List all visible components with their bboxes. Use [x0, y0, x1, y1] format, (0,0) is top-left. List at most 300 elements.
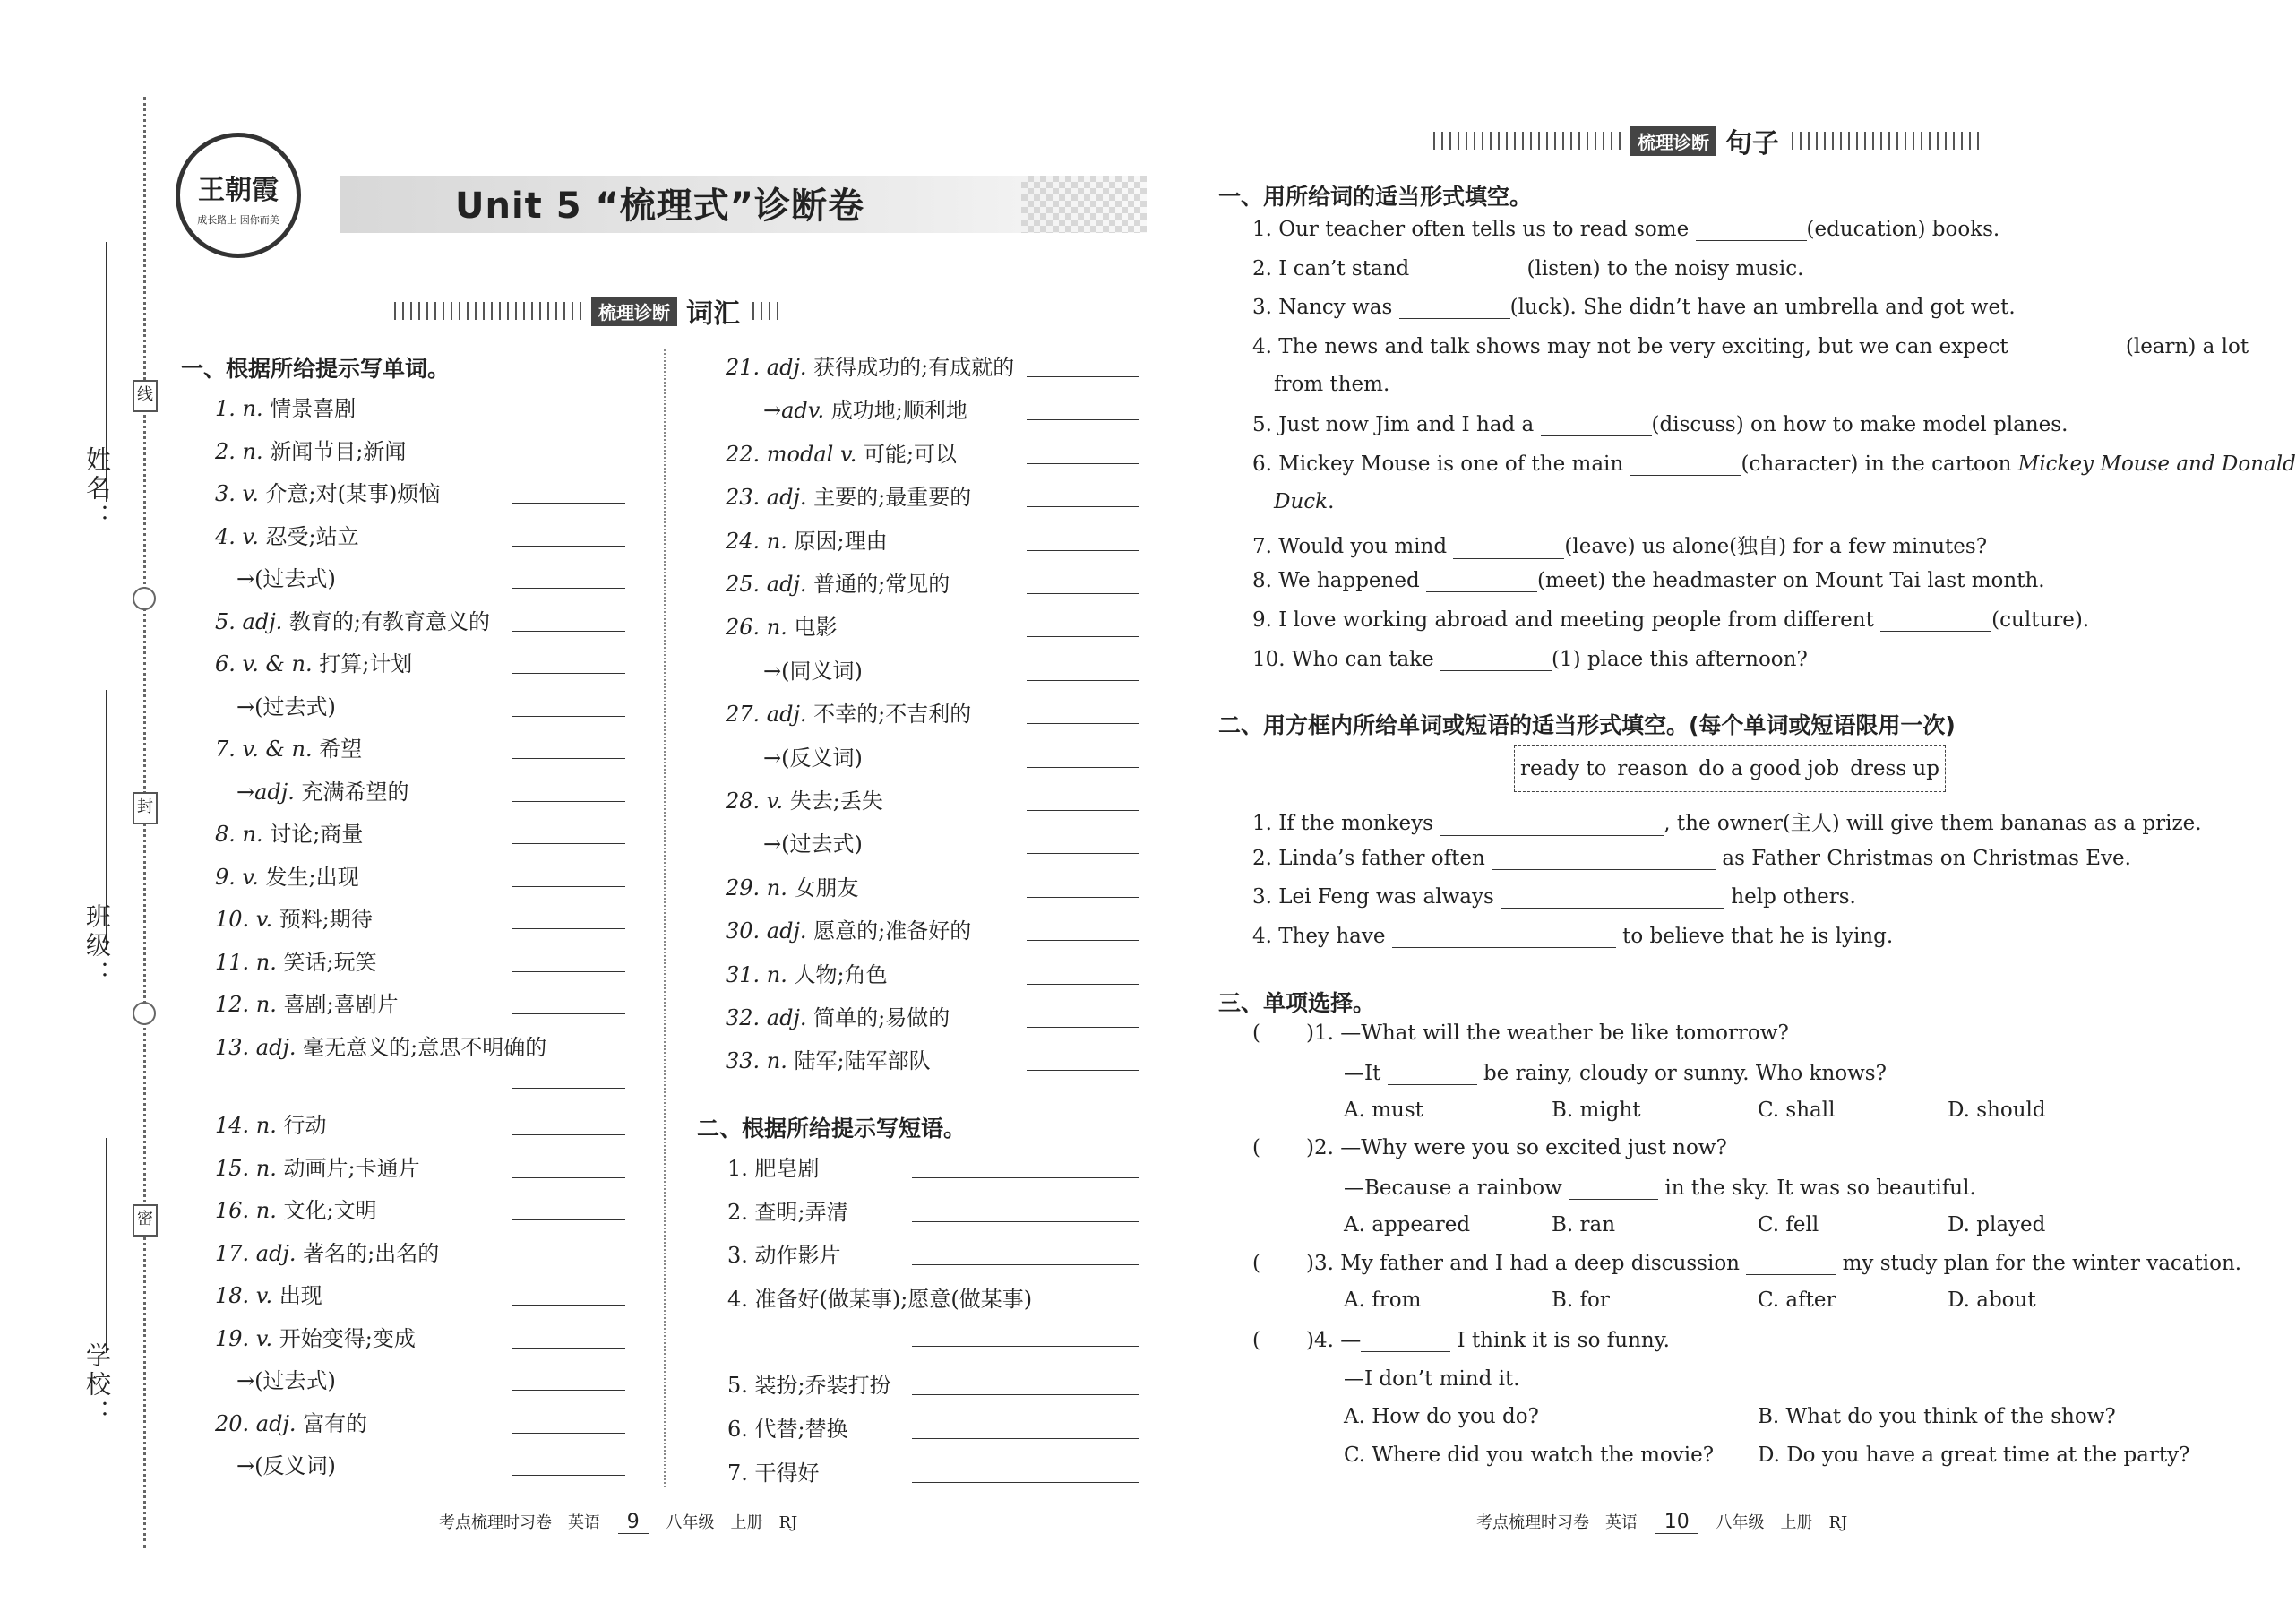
sentence-part1-heading: 一、用所给词的适当形式填空。	[1218, 184, 1533, 210]
mc-blank[interactable]	[1746, 1251, 1836, 1275]
mc-line2	[1344, 1061, 1887, 1085]
vocab-item	[726, 609, 838, 641]
vocab-item	[236, 561, 336, 592]
fill-blank[interactable]	[1501, 884, 1724, 909]
fill-text: to believe that he is lying.	[1615, 924, 1894, 948]
vocab-item	[215, 859, 359, 891]
vocab-answer-line[interactable]	[512, 1305, 625, 1306]
fill-sentence	[1252, 608, 2089, 632]
logo-text: 王朝霞	[198, 175, 279, 206]
fill-text: 4. The news and talk shows may not be very exciting, but we can expect	[1252, 334, 2015, 358]
vocab-answer-line[interactable]	[1027, 636, 1139, 637]
vocab-answer-line[interactable]	[512, 1088, 625, 1089]
vocab-section-title: 词汇	[686, 298, 740, 330]
school-label: 学校：	[82, 1342, 112, 1428]
vocab-item-text: 充满希望的	[294, 779, 409, 805]
vocab-item-text: 不幸的;不吉利的	[806, 702, 972, 728]
vocab-item-text: →(反义词)	[236, 1453, 336, 1478]
fill-sentence	[1252, 256, 1803, 280]
vocab-item	[726, 870, 859, 901]
mc-option[interactable]: B. What do you think of the show?	[1758, 1404, 2116, 1428]
vocab-item	[726, 957, 888, 988]
fill-blank[interactable]	[1440, 812, 1664, 836]
fill-blank[interactable]	[2015, 334, 2126, 358]
vocab-item-text: 发生;出现	[258, 864, 359, 890]
vocab-item-text: 富有的	[296, 1410, 368, 1436]
fill-blank[interactable]	[1541, 412, 1652, 436]
fill-blank[interactable]	[1492, 846, 1716, 870]
fill-sentence	[1274, 373, 1389, 396]
fill-sentence	[1252, 568, 2045, 592]
mc-option[interactable]: C. shall	[1758, 1098, 1836, 1122]
vocab-item-pos: 23. adj.	[726, 485, 807, 511]
logo-subtext: 成长路上 因你而美	[197, 214, 279, 226]
vocab-item-text: 女朋友	[787, 875, 859, 901]
vocab-answer-line[interactable]	[512, 631, 625, 632]
vocab-item-pos: 29. n.	[726, 875, 787, 901]
mc-option[interactable]: C. Where did you watch the movie?	[1344, 1444, 1715, 1468]
mc-stem: )4. —	[1306, 1329, 1362, 1352]
sentence-tag: 梳理诊断	[1630, 126, 1716, 156]
vocab-answer-line[interactable]	[1027, 897, 1139, 898]
fill-blank[interactable]	[1416, 256, 1527, 280]
vocab-item-pos: 27. adj.	[726, 702, 807, 728]
fill-text: (discuss) on how to make model planes.	[1651, 413, 2068, 436]
vocab-item	[236, 1363, 336, 1394]
vocab-answer-line[interactable]	[512, 758, 625, 759]
mc-answer-paren[interactable]: (	[1252, 1136, 1260, 1159]
vocab-item-pos: 31. n.	[726, 961, 787, 987]
mc-line2	[1344, 1367, 1520, 1391]
fill-text: (meet) the headmaster on Mount Tai last month.	[1536, 569, 2045, 593]
vocab-item	[726, 566, 950, 598]
vocab-item	[215, 391, 356, 422]
vocab-item	[726, 523, 888, 555]
vocab-item	[215, 901, 373, 933]
vocab-item-text: 原因;理由	[787, 528, 888, 554]
mc-stem: my study plan for the winter vacation.	[1836, 1252, 2242, 1275]
footer-left	[439, 1510, 797, 1534]
fill-text: as Father Christmas on Christmas Eve.	[1716, 846, 2131, 870]
vocab-item-pos: 32. adj.	[726, 1005, 807, 1030]
vocab-answer-line[interactable]	[1027, 463, 1139, 464]
fill-text: (learn) a lot	[2125, 334, 2249, 358]
vocab-item-text: 新闻节目;新闻	[262, 438, 407, 464]
vocab-item-pos: 11. n.	[215, 949, 277, 975]
word-box-item: do a good job	[1698, 757, 1840, 780]
vocab-item	[215, 816, 363, 848]
column-divider	[664, 349, 666, 1487]
vocab-part1-heading: 一、根据所给提示写单词。	[181, 356, 451, 382]
phrase-item: 4. 准备好(做某事);愿意(做某事)	[727, 1286, 1033, 1312]
vocab-item-text: 行动	[276, 1113, 327, 1138]
fill-text: 2. Linda’s father often	[1252, 846, 1492, 870]
vocab-item	[215, 1193, 377, 1224]
phrase-item: 1. 肥皂剧	[727, 1156, 820, 1181]
fill-text: 3. Lei Feng was always	[1252, 885, 1501, 909]
sentence-section-banner	[1433, 125, 1980, 159]
mc-stem: be rainy, cloudy or sunny. Who knows?	[1476, 1061, 1887, 1085]
mc-stem: —It	[1344, 1061, 1388, 1085]
vocab-answer-line[interactable]	[512, 971, 625, 972]
vocab-item	[215, 1151, 420, 1182]
vocab-item-text: →(反义词)	[763, 745, 863, 771]
vocab-answer-line[interactable]	[1027, 506, 1139, 507]
vocab-item-text: 电影	[787, 615, 838, 641]
mc-stem: in the sky. It was so beautiful.	[1658, 1176, 1976, 1200]
vocab-item	[215, 1236, 439, 1267]
vocab-answer-line[interactable]	[512, 1390, 625, 1391]
vocab-item-text: →(过去式)	[763, 832, 863, 858]
vocab-item-pos: 10. v.	[215, 907, 273, 932]
vocab-answer-line[interactable]	[1027, 550, 1139, 551]
fill-text: 1. Our teacher often tells us to read some	[1252, 218, 1696, 241]
vocab-item-pos: 8. n.	[215, 822, 263, 847]
phrase-item: 2. 查明;弄清	[727, 1199, 848, 1225]
vocab-item-pos: 19. v.	[215, 1325, 273, 1351]
banner-hatch	[1433, 132, 1621, 150]
vocab-item	[763, 392, 967, 424]
phrase-answer-line[interactable]	[912, 1264, 1139, 1265]
vocab-item-pos: 12. n.	[215, 992, 277, 1017]
vocab-answer-line[interactable]	[512, 1475, 625, 1476]
vocab-item-text: 笑话;玩笑	[276, 949, 377, 975]
mc-option[interactable]: B. for	[1552, 1288, 1610, 1312]
vocab-item-text: 喜剧;喜剧片	[276, 992, 399, 1017]
fill-text: 6. Mickey Mouse is one of the main	[1252, 452, 1630, 476]
vocab-item-pos: →adj.	[236, 779, 295, 805]
binding-knot-icon	[133, 1002, 156, 1025]
school-blank-line	[106, 1138, 107, 1353]
vocab-item-text: 预料;期待	[272, 907, 373, 932]
fill-blank[interactable]	[1399, 295, 1510, 319]
fill-text: 3. Nancy was	[1252, 296, 1399, 320]
vocab-item-text: 普通的;常见的	[806, 572, 950, 597]
vocab-item-text: 陆军;陆军部队	[787, 1048, 931, 1074]
vocab-item-pos: 30. adj.	[726, 918, 807, 944]
seal-seal-char: 封	[133, 792, 158, 824]
fill-text: 5. Just now Jim and I had a	[1252, 413, 1541, 436]
vocab-answer-line[interactable]	[512, 1433, 625, 1434]
vocab-item-pos: 14. n.	[215, 1113, 277, 1138]
word-box-item: reason	[1617, 757, 1689, 780]
phrase-item: 3. 动作影片	[727, 1243, 841, 1268]
fill-text: (listen) to the noisy music.	[1526, 256, 1804, 280]
mc-stem: —Because a rainbow	[1344, 1176, 1569, 1200]
class-label: 班级：	[82, 903, 112, 989]
page-number-right: 10	[1655, 1511, 1698, 1534]
fill-sentence	[1252, 452, 2296, 476]
vocab-item-text: 获得成功的;有成就的	[806, 355, 1015, 380]
title-checker-pattern	[1021, 176, 1147, 233]
vocab-section-banner	[394, 296, 779, 330]
vocab-item-text: 著名的;出名的	[296, 1240, 440, 1266]
phrase-answer-line[interactable]	[912, 1438, 1139, 1439]
mc-option[interactable]: B. might	[1552, 1098, 1641, 1122]
page-number-left: 9	[618, 1511, 649, 1534]
mc-option[interactable]: D. should	[1948, 1098, 2046, 1122]
fill-text: 4. They have	[1252, 924, 1392, 948]
vocab-answer-line[interactable]	[512, 843, 625, 844]
box-fill-sentence	[1252, 846, 2131, 870]
mc-line2	[1344, 1176, 1976, 1200]
name-label: 姓名：	[82, 446, 112, 532]
vocab-item	[215, 1107, 327, 1139]
phrase-answer-line[interactable]	[912, 1482, 1139, 1483]
vocab-item	[726, 1000, 950, 1031]
page-title: Unit 5 “梳理式”诊断卷	[455, 185, 865, 227]
fill-blank[interactable]	[1880, 608, 1991, 632]
fill-text: (luck). She didn’t have an umbrella and got wet.	[1509, 296, 2016, 320]
vocab-answer-line[interactable]	[512, 801, 625, 802]
vocab-item	[726, 349, 1014, 381]
mc-question	[1252, 1251, 2241, 1275]
binding-knot-icon	[133, 587, 156, 610]
mc-option[interactable]: D. Do you have a great time at the party?	[1758, 1444, 2190, 1468]
mc-option[interactable]: D. about	[1948, 1288, 2036, 1312]
fill-text: (leave) us alone(独自) for a few minutes?	[1564, 534, 1988, 558]
vocab-item-pos: 24. n.	[726, 528, 787, 554]
vocab-item-text: 简单的;易做的	[806, 1005, 950, 1030]
vocab-item-pos: →adv.	[763, 398, 825, 424]
phrase-answer-line[interactable]	[912, 1221, 1139, 1222]
vocab-item	[215, 1406, 367, 1437]
fill-sentence	[1252, 412, 2068, 436]
word-box	[1514, 745, 1946, 792]
vocab-answer-line[interactable]	[512, 1013, 625, 1014]
vocab-answer-line[interactable]	[512, 1219, 625, 1220]
vocab-answer-line[interactable]	[1027, 723, 1139, 724]
word-box-item: dress up	[1850, 757, 1939, 780]
vocab-answer-line[interactable]	[1027, 680, 1139, 681]
vocab-item-text: →(过去式)	[236, 566, 336, 591]
sentence-part3-heading: 三、单项选择。	[1218, 990, 1376, 1016]
vocab-item-text: →(过去式)	[236, 1368, 336, 1393]
mc-option[interactable]: A. How do you do?	[1344, 1404, 1539, 1428]
mc-option[interactable]: C. fell	[1758, 1212, 1819, 1237]
box-fill-sentence	[1252, 806, 2202, 836]
vocab-tag: 梳理诊断	[591, 297, 677, 326]
phrase-item: 7. 干得好	[727, 1461, 820, 1486]
mc-option[interactable]: A. from	[1344, 1288, 1422, 1312]
fill-sentence	[1252, 647, 1808, 671]
mc-option[interactable]: B. ran	[1552, 1212, 1616, 1237]
vocab-item	[763, 826, 863, 858]
mc-option[interactable]: D. played	[1948, 1212, 2046, 1237]
mc-option[interactable]: A. must	[1344, 1098, 1423, 1122]
vocab-item	[763, 653, 863, 685]
mc-option[interactable]: C. after	[1758, 1288, 1836, 1312]
fill-text: 8. We happened	[1252, 569, 1426, 593]
vocab-answer-line[interactable]	[1027, 984, 1139, 985]
mc-blank[interactable]	[1569, 1176, 1658, 1200]
vocab-item	[236, 774, 409, 806]
mc-blank[interactable]	[1361, 1328, 1450, 1352]
vocab-item-pos: 25. adj.	[726, 572, 807, 597]
fill-blank[interactable]	[1426, 568, 1537, 592]
mc-answer-paren[interactable]: (	[1252, 1021, 1260, 1045]
vocab-answer-line[interactable]	[1027, 767, 1139, 768]
vocab-item	[763, 740, 863, 771]
banner-hatch	[752, 302, 779, 320]
vocab-item-text: 人物;角色	[787, 961, 888, 987]
fill-text: 1. If the monkeys	[1252, 812, 1440, 835]
fill-text: (education) books.	[1806, 218, 2000, 241]
vocab-item	[726, 696, 971, 728]
vocab-item-pos: 7. v. & n.	[215, 737, 313, 762]
vocab-item-pos: 1. n.	[215, 396, 263, 421]
vocab-item	[236, 689, 336, 720]
vocab-answer-line[interactable]	[1027, 810, 1139, 811]
phrase-item: 5. 装扮;乔装打扮	[727, 1373, 891, 1398]
vocab-item	[236, 1448, 336, 1479]
fill-blank[interactable]	[1630, 452, 1741, 476]
vocab-answer-line[interactable]	[512, 928, 625, 929]
fill-text: (1) place this afternoon?	[1552, 647, 1808, 671]
vocab-answer-line[interactable]	[1027, 853, 1139, 854]
vocab-item	[215, 604, 490, 635]
vocab-item-text: →(同义词)	[763, 658, 863, 684]
brand-logo	[176, 133, 301, 258]
vocab-item-text: 成功地;顺利地	[824, 398, 967, 424]
fill-sentence	[1252, 334, 2249, 358]
seal-line-char: 线	[133, 380, 158, 412]
sentence-part2-heading: 二、用方框内所给单词或短语的适当形式填空。(每个单词或短语限用一次)	[1218, 712, 1956, 738]
vocab-item-text: 毫无意义的;意思不明确的	[296, 1034, 547, 1060]
fill-sentence	[1252, 217, 1999, 241]
vocab-item-pos: 33. n.	[726, 1048, 787, 1074]
fill-text: , the owner(主人) will give them bananas as a prize.	[1664, 812, 2202, 835]
vocab-item-pos: 13. adj.	[215, 1034, 297, 1060]
fill-blank[interactable]	[1696, 217, 1807, 241]
fill-blank[interactable]	[1440, 647, 1552, 671]
fill-italic-title: Mickey Mouse and Donald	[2017, 452, 2296, 476]
sentence-section-title: 句子	[1725, 128, 1779, 159]
phrase-answer-line[interactable]	[912, 1346, 1139, 1347]
vocab-item	[215, 1278, 322, 1309]
fill-sentence	[1274, 490, 1334, 513]
vocab-answer-line[interactable]	[512, 1348, 625, 1349]
mc-blank[interactable]	[1388, 1061, 1477, 1085]
mc-answer-paren[interactable]: (	[1252, 1329, 1260, 1352]
fill-italic-title: Duck	[1274, 490, 1329, 514]
vocab-item	[726, 1043, 931, 1074]
fill-blank[interactable]	[1392, 924, 1616, 948]
vocab-answer-line[interactable]	[512, 503, 625, 504]
fill-text: help others.	[1724, 885, 1856, 909]
fill-sentence	[1252, 295, 2016, 319]
vocab-item-pos: 20. adj.	[215, 1410, 297, 1436]
seal-secret-char: 密	[133, 1204, 158, 1237]
vocab-item	[215, 944, 377, 976]
vocab-answer-line[interactable]	[512, 546, 625, 547]
fill-text: 9. I love working abroad and meeting people from different	[1252, 608, 1881, 632]
vocab-answer-line[interactable]	[512, 1177, 625, 1178]
box-fill-sentence	[1252, 924, 1893, 948]
vocab-item-text: 忍受;站立	[258, 523, 359, 549]
vocab-item	[215, 434, 406, 465]
vocab-answer-line[interactable]	[512, 886, 625, 887]
vocab-item-pos: 21. adj.	[726, 355, 807, 380]
mc-stem: )2. —Why were you so excited just now?	[1306, 1136, 1727, 1159]
vocab-item-text: 开始变得;变成	[272, 1325, 416, 1351]
vocab-item	[726, 436, 957, 468]
vocab-item-pos: 15. n.	[215, 1155, 277, 1181]
vocab-answer-line[interactable]	[1027, 419, 1139, 420]
vocab-item-text: 打算;计划	[312, 651, 413, 677]
vocab-item-pos: 3. v.	[215, 481, 259, 506]
phrase-answer-line[interactable]	[912, 1177, 1139, 1178]
mc-stem: )1. —What will the weather be like tomorrow?	[1306, 1021, 1789, 1045]
vocab-item-pos: 16. n.	[215, 1198, 277, 1223]
vocab-item	[215, 476, 440, 507]
mc-option[interactable]: A. appeared	[1344, 1212, 1471, 1237]
mc-answer-paren[interactable]: (	[1252, 1252, 1260, 1275]
vocab-item-pos: 9. v.	[215, 864, 259, 890]
vocab-item-text: 文化;文明	[276, 1198, 377, 1223]
footer-right	[1476, 1510, 1847, 1534]
vocab-item-text: 出现	[272, 1283, 322, 1308]
fill-text: from them.	[1274, 373, 1390, 397]
vocab-answer-line[interactable]	[512, 716, 625, 717]
fill-sentence	[1252, 530, 1987, 559]
vocab-answer-line[interactable]	[512, 1134, 625, 1135]
vocab-answer-line[interactable]	[1027, 1070, 1139, 1071]
vocab-item-pos: 22. modal v.	[726, 441, 857, 467]
mc-stem: I think it is so funny.	[1450, 1329, 1670, 1352]
vocab-answer-line[interactable]	[1027, 940, 1139, 941]
vocab-answer-line[interactable]	[1027, 376, 1139, 377]
vocab-item-text: →(过去式)	[236, 694, 336, 720]
vocab-item	[215, 646, 412, 677]
fill-text: 7. Would you mind	[1252, 534, 1454, 558]
vocab-answer-line[interactable]	[1027, 1027, 1139, 1028]
vocab-item-pos: 2. n.	[215, 438, 263, 464]
banner-hatch	[1792, 132, 1980, 150]
fill-text: 2. I can’t stand	[1252, 256, 1416, 280]
box-fill-sentence	[1252, 884, 1856, 909]
vocab-answer-line[interactable]	[512, 673, 625, 674]
vocab-item-pos: 26. n.	[726, 615, 787, 641]
mc-question	[1252, 1136, 1727, 1159]
footer-right-post: 八年级 上册 RJ	[1716, 1513, 1848, 1532]
vocab-part2-heading: 二、根据所给提示写短语。	[697, 1116, 967, 1142]
mc-stem: —I don’t mind it.	[1344, 1366, 1520, 1391]
mc-question	[1252, 1021, 1789, 1045]
mc-question	[1252, 1328, 1670, 1352]
vocab-answer-line[interactable]	[1027, 593, 1139, 594]
vocab-item-text: 介意;对(某事)烦恼	[258, 481, 441, 506]
vocab-item	[215, 1030, 546, 1061]
footer-left-post: 八年级 上册 RJ	[666, 1513, 798, 1532]
vocab-item	[215, 731, 362, 763]
fill-blank[interactable]	[1453, 535, 1564, 559]
word-box-item: ready to	[1519, 757, 1607, 780]
vocab-item	[726, 479, 971, 511]
vocab-item-pos: 17. adj.	[215, 1240, 297, 1266]
vocab-item-text: 动画片;卡通片	[276, 1155, 420, 1181]
vocab-answer-line[interactable]	[512, 588, 625, 589]
fill-text: .	[1328, 490, 1335, 514]
phrase-answer-line[interactable]	[912, 1394, 1139, 1395]
vocab-item	[726, 783, 883, 814]
vocab-item-text: 失去;丢失	[783, 789, 883, 814]
vocab-item-text: 情景喜剧	[262, 396, 357, 421]
vocab-item-pos: 5. adj.	[215, 608, 283, 634]
vocab-item	[215, 987, 399, 1018]
vocab-item-text: 希望	[312, 737, 363, 762]
footer-left-pre: 考点梳理时习卷 英语	[439, 1513, 600, 1532]
